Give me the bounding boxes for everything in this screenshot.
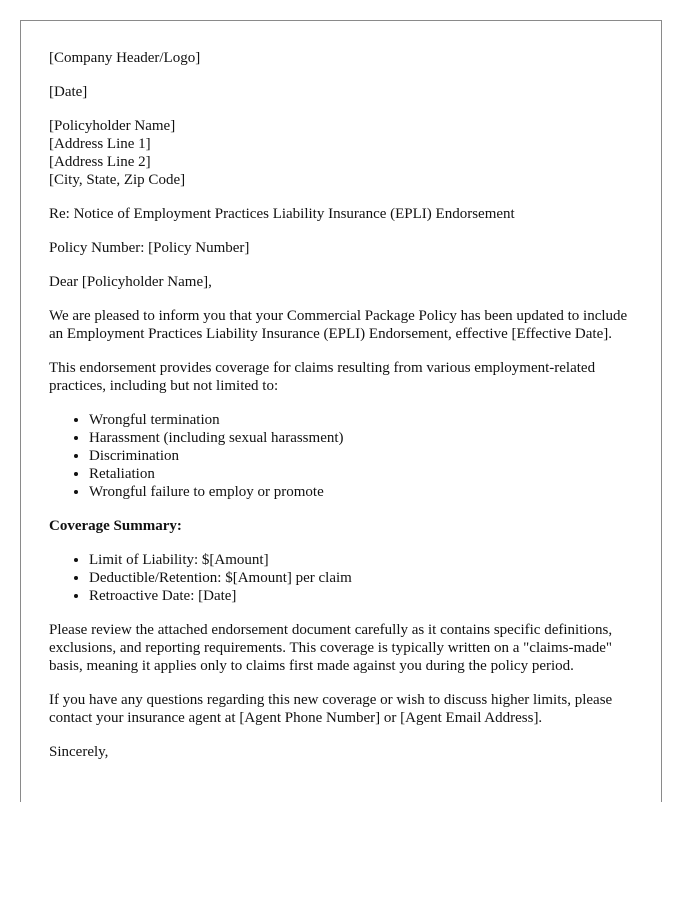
address-city-state-zip: [City, State, Zip Code] xyxy=(49,172,186,188)
list-item: • Retaliation xyxy=(89,465,633,483)
body-paragraph-1: We are pleased to inform you that your Commercial Package Policy has been updated to include an Employment Practices Liability Insurance (EPLI) Endorsement, effective [Effective Date]. xyxy=(49,308,628,342)
address-line-1: [Address Line 1] xyxy=(49,136,151,152)
body-paragraph-4: If you have any questions regarding this new coverage or wish to discuss higher limits, please contact your insurance agent at [Agent Phone Number] or [Agent Email Address]. xyxy=(49,692,613,726)
subject-line: Re: Notice of Employment Practices Liability Insurance (EPLI) Endorsement xyxy=(49,206,515,222)
body-paragraph-2: This endorsement provides coverage for claims resulting from various employment-related practices, including but not limited to: xyxy=(49,360,596,394)
salutation: Dear [Policyholder Name], xyxy=(49,274,212,290)
letter-date: [Date] xyxy=(49,84,88,100)
list-item: • Discrimination xyxy=(89,447,633,465)
letter-content xyxy=(21,21,661,761)
list-item: • Limit of Liability: $[Amount] xyxy=(89,551,633,569)
coverage-list xyxy=(49,551,633,605)
address-line-2: [Address Line 2] xyxy=(49,154,151,170)
list-item: • Deductible/Retention: $[Amount] per claim xyxy=(89,569,633,587)
address-name: [Policyholder Name] xyxy=(49,118,176,134)
coverage-summary-heading: Coverage Summary: xyxy=(49,518,182,534)
closing: Sincerely, xyxy=(49,744,109,760)
list-item: • Wrongful termination xyxy=(89,411,633,429)
list-item: • Harassment (including sexual harassment) xyxy=(89,429,633,447)
body-paragraph-3: Please review the attached endorsement document carefully as it contains specific definitions, exclusions, and reporting requirements. This coverage is typically written on a "claims-made" basis, meaning it applies only to claims first made against you during the policy period. xyxy=(49,622,613,674)
company-header: [Company Header/Logo] xyxy=(49,50,201,66)
address-block xyxy=(49,117,633,189)
list-item: • Wrongful failure to employ or promote xyxy=(89,483,633,501)
letter-page xyxy=(20,20,662,802)
policy-number: Policy Number: [Policy Number] xyxy=(49,240,250,256)
list-item: • Retroactive Date: [Date] xyxy=(89,587,633,605)
practices-list xyxy=(49,411,633,501)
